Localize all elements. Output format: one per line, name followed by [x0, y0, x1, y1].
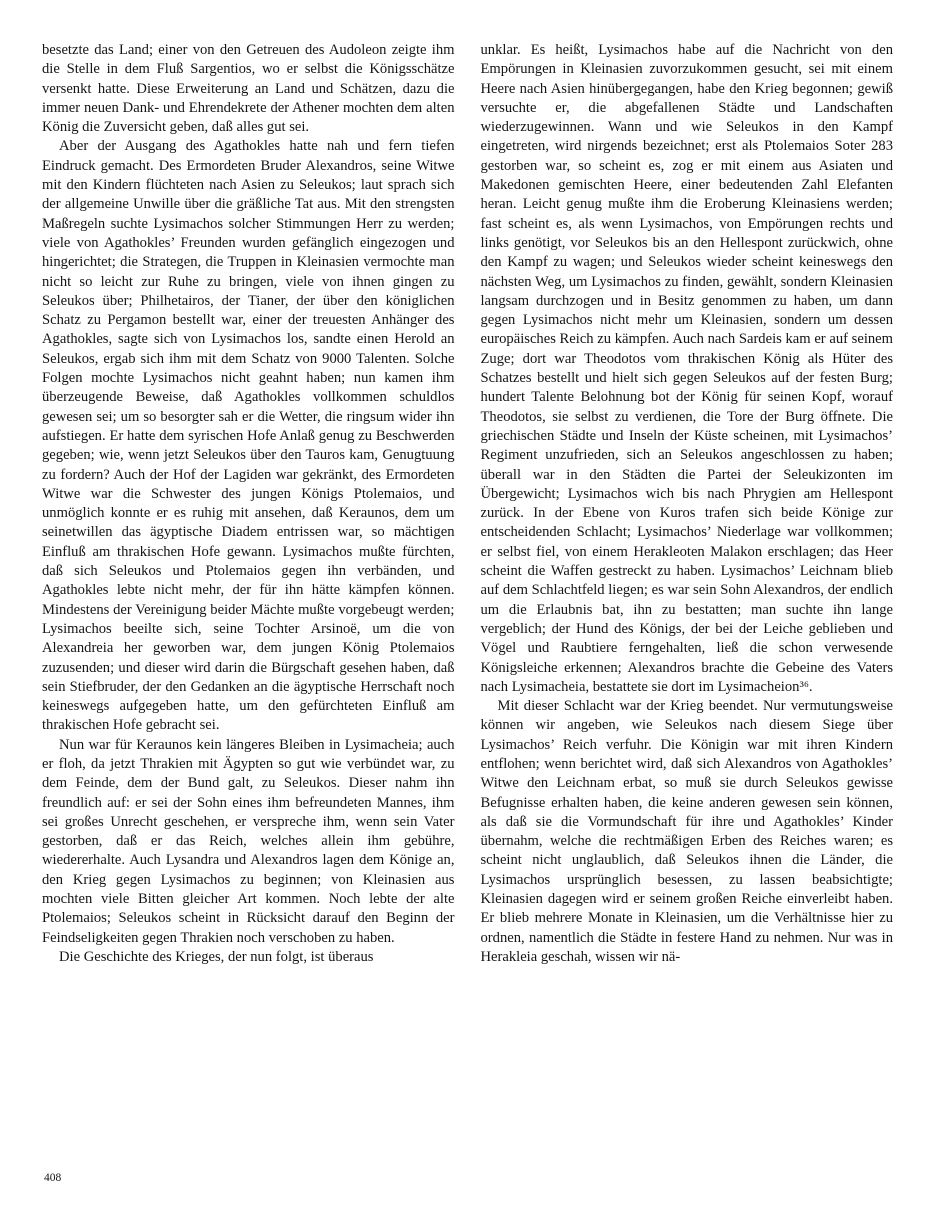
right-column — [481, 41, 894, 967]
paragraph-continuation: unklar. Es heißt, Lysimachos habe auf die Nachricht von den Empörungen in Kleinasien zuvorzukommen gesucht, sei mit einem Heere nach Asien hinübergegangen, habe den Krieg begonnen; gewiß versuchte er, die abgefallenen Städte und Landschaften wiederzugewinnen. Wann und wie Seleukos in den Kampf eingetreten, wird nirgends bezeichnet; erst als Ptolemaios Soter 283 gestorben war, so scheint es, zog er mit einem aus Asiaten und Makedonen gemischten Heere, einer bedeutenden Zahl Elefanten heran. Leicht genug mußte ihm die Eroberung Kleinasiens werden; fast scheint es, als wenn Lysimachos, von Empörungen rechts und links genötigt, vor Seleukos bis an den Hellespont zurückwich, ohne den Kampf zu wagen; und Seleukos wieder scheint keineswegs den nächsten Weg, um Lysimachos zu finden, gewählt, sondern Kleinasien langsam durchzogen und in Besitz genommen zu haben, um dann gegen Lysimachos nicht mehr um Kleinasien, sondern um dessen europäisches Reich zu kämpfen. Auch nach Sardeis kam er auf seinem Zuge; dort war Theodotos vom thrakischen König als Hüter des Schatzes bestellt und hielt sich gegen Seleukos auf der festen Burg; hundert Talente Belohnung bot der König für seinen Kopf, worauf Theodotos, sie selbst zu verdienen, die Tore der Burg öffnete. Die griechischen Städte und Inseln der Küste scheinen, mit Lysimachos’ Regiment unzufrieden, sich an Seleukos angeschlossen zu haben; überall war in den Städten die Partei der Seleukizonten im Übergewicht; Lysimachos wich bis nach Phrygien am Hellespont zurück. In der Ebene von Kuros trafen sich beide Könige zur entscheidenden Schlacht; Lysimachos’ Niederlage war vollkommen; er selbst fiel, von einem Herakleoten Malakon erschlagen; das Heer scheint die Waffen gestreckt zu haben. Lysimachos’ Leichnam blieb auf dem Schlachtfeld liegen; es war sein Sohn Alexandros, der endlich um die Erlaubnis bat, ihn zu bestatten; man suchte ihn lange vergeblich; der Hund des Königs, der bei der Leiche geblieben und Vögel und Raubtiere ferngehalten, ließ die schon verwesende Königsleiche erkennen; Alexandros brachte die Gebeine des Vaters nach Lysimacheia, bestattete sie dort im Lysimacheion³⁶. — [480, 42, 893, 695]
paragraph: Die Geschichte des Krieges, der nun folgt, ist überaus — [59, 948, 374, 965]
paragraph: Aber der Ausgang des Agathokles hatte nah und fern tiefen Eindruck gemacht. Des Ermordeten Bruder Alexandros, seine Witwe mit den Kindern flüchteten nach Asien zu Seleukos; laut sprach sich der allgemeine Unwille über die gräßliche Tat aus. Mit den strengsten Maßregeln suchte Lysimachos solcher Stimmungen Herr zu werden; viele von Agathokles’ Freunden wurden gefänglich eingezogen und hingerichtet; die Strategen, die Truppen in Kleinasien vermochte man nicht so leicht zur Ruhe zu bringen, viele von ihnen gingen zu Seleukos über; Philhetairos, der Tianer, der über den königlichen Schatz zu Pergamon bestellt war, einer der treuesten Anhänger des Agathokles, sagte sich von Lysimachos los, sandte einen Herold an Seleukos, ergab sich ihm mit dem Schatz von 9000 Talenten. Solche Folgen mochte Lysimachos nicht geahnt haben; nun kamen ihm überzeugende Beweise, daß Agathokles vollkommen schuldlos gewesen sei; um so besorgter sah er die Wetter, die ringsum wider ihn aufstiegen. Er hatte dem syrischen Hofe Anlaß genug zu Beschwerden gegeben; wie, wenn jetzt Seleukos über den Tauros kam, Genugtuung zu fordern? Auch der Hof der Lagiden war gekränkt, des Ermordeten Witwe war die Schwester des jungen Königs Ptolemaios, und unmöglich konnte er es ruhig mit ansehen, daß Keraunos, dem um seinetwillen das ägyptische Diadem entrissen war, so mächtigen Einfluß am thrakischen Hofe gewann. Lysimachos mußte fürchten, daß sich Seleukos und Ptolemaios gegen ihn verbänden, und Agathokles lebte nicht mehr, der für ihn hätte kämpfen können. Mindestens der Vereinigung beider Mächte mußte vorgebeugt werden; Lysimachos beeilte sich, seine Tochter Arsinoë, um die von Alexandreia her geworben war, dem jungen König Ptolemaios zuzusenden; und dieser wird darin die Bürgschaft gesehen haben, daß sein Stiefbruder, der den Gedanken an die ägyptische Herrschaft noch keineswegs aufgegeben hatte, um den gefürchteten Einfluß am thrakischen Hofe gebracht sei. — [42, 138, 455, 734]
paragraph: Nun war für Keraunos kein längeres Bleiben in Lysimacheia; auch er floh, da jetzt Thrakien mit Ägypten so gut wie verbündet war, zu dem Feinde, dem der Bund galt, zu Seleukos. Dieser nahm ihn freundlich auf: er sei der Sohn eines ihm befreundeten Mannes, ihm sei großes Unrecht geschehen, er verspreche ihm, wenn sein Vater gestorben, daß er das Reich, welches allein ihm gebühre, wiedererhalte. Auch Lysandra und Alexandros lagen dem Könige an, den Krieg gegen Lysimachos zu beginnen; von Kleinasien aus mochten viele Bitten gleicher Art kommen. Noch lebte der alte Ptolemaios; Seleukos scheint in Rücksicht darauf den Beginn der Feindseligkeiten gegen Thrakien noch verschoben zu haben. — [42, 736, 455, 946]
left-column — [42, 41, 455, 967]
text-columns — [42, 41, 893, 967]
paragraph-continuation: besetzte das Land; einer von den Getreuen des Audoleon zeigte ihm die Stelle in dem Fluß Sargentios, wo er selbst die Königsschätze versenkt hatte. Diese Erweiterung an Land und Schätzen, dazu die immer neuen Dank- und Ehrendekrete der Athener mochten dem alten König die Zuversicht geben, daß alles gut sei. — [42, 42, 455, 136]
page-number: 408 — [44, 1172, 62, 1184]
paragraph: Mit dieser Schlacht war der Krieg beendet. Nur vermutungsweise können wir angeben, wie Seleukos nach diesem Siege über Lysimachos’ Reich verfuhr. Die Königin war mit ihren Kindern entflohen; wenn berichtet wird, daß sich Alexandros von Agathokles’ Witwe den Leichnam erbat, so muß sie durch Seleukos gewisse Befugnisse erhalten haben, die keine anderen gewesen sein können, als daß sie die Vormundschaft für ihre und Agathokles’ Kinder übernahm, welche die rechtmäßigen Erben des Reiches waren; es scheint nicht unglaublich, daß Seleukos ihnen die Länder, die Lysimachos ursprünglich besessen, zu lassen beabsichtigte; Kleinasien dagegen wird er seinem großen Reiche einverleibt haben. Er blieb mehrere Monate in Kleinasien, um die Verhältnisse hier zu ordnen, namentlich die Städte in festere Hand zu nehmen. Nur was in Herakleia geschah, wissen wir nä- — [480, 698, 893, 965]
